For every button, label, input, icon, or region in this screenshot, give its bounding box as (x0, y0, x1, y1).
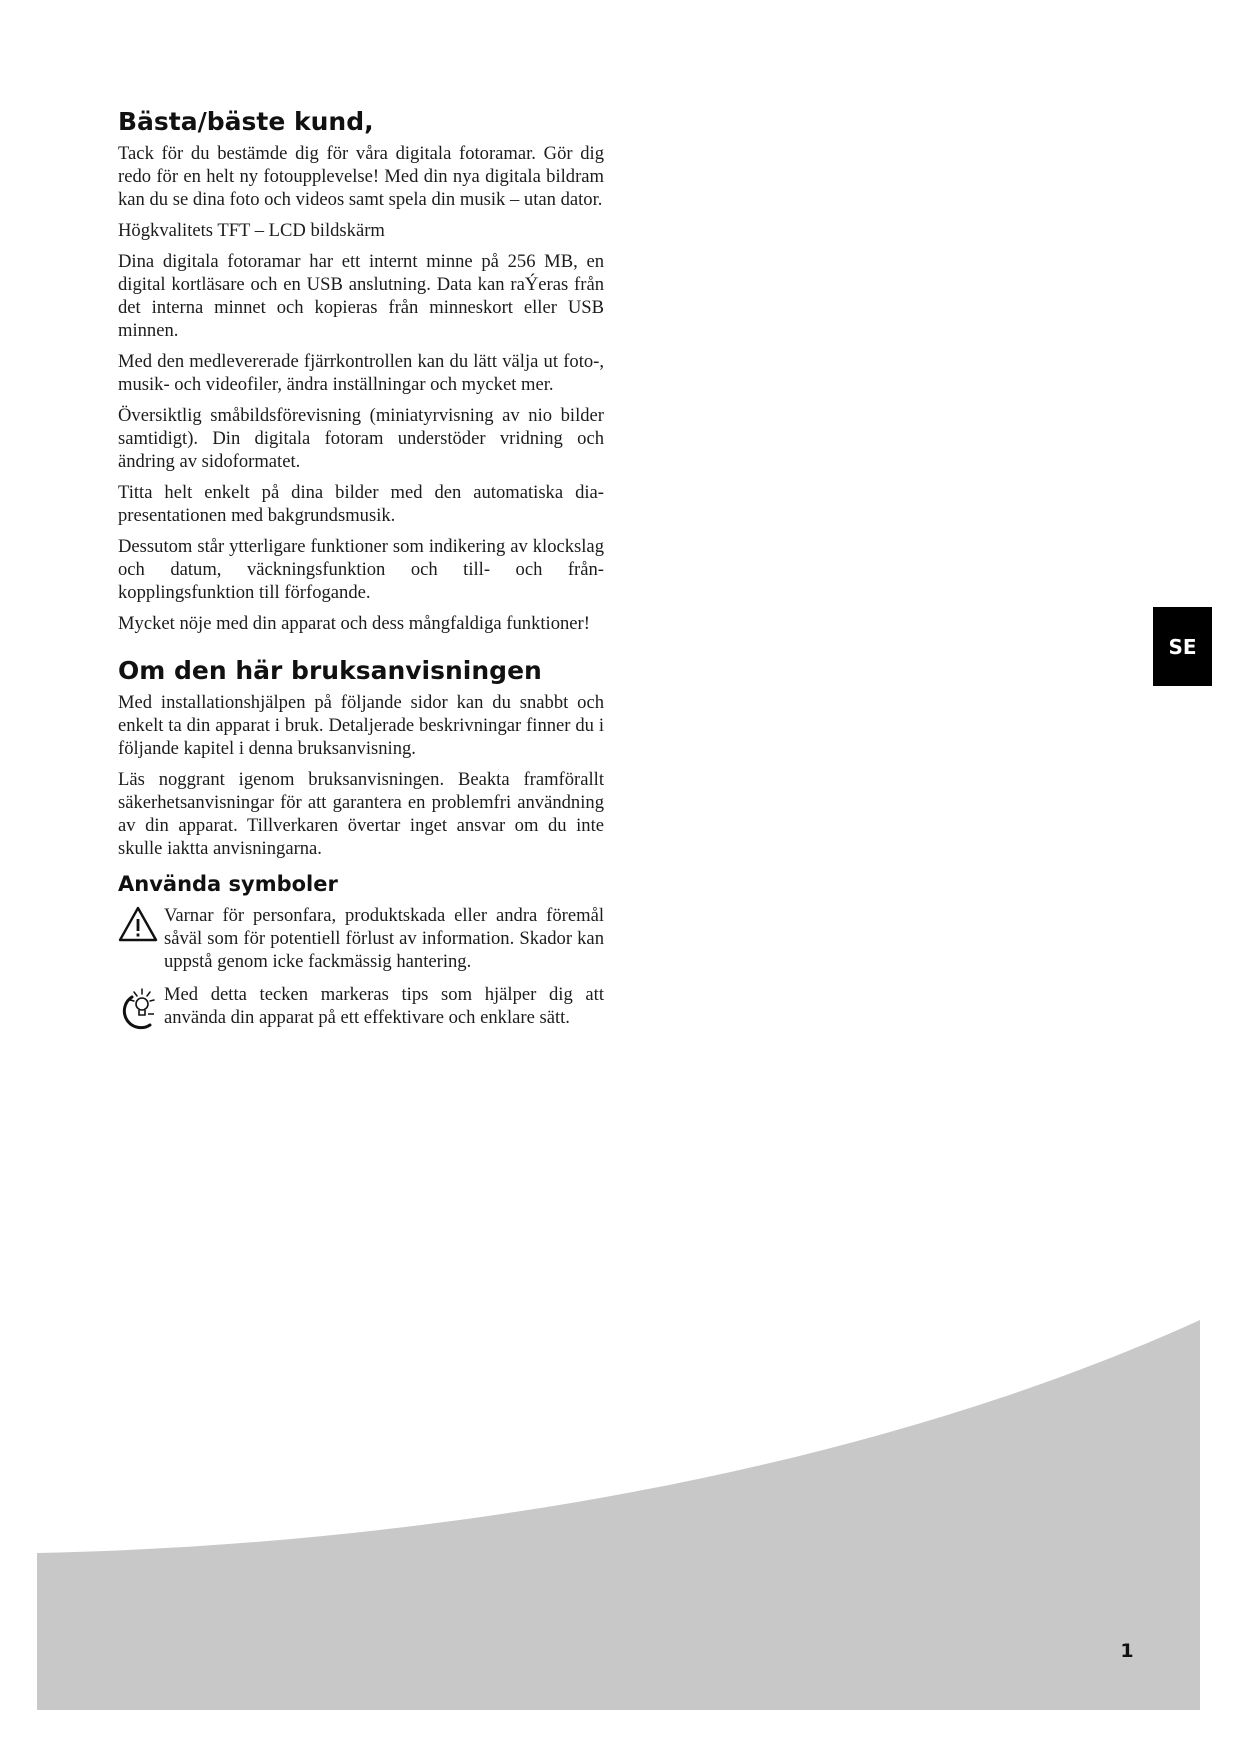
intro-paragraph-1: Tack för du bestämde dig för våra digitala fotoramar. Gör dig redo för en helt ny fotoupplevelse! Med din nya digitala bildram kan du se dina foto och videos samt spela din musik – utan dator. (118, 143, 604, 210)
warning-symbol-row (118, 904, 604, 973)
main-column (118, 106, 604, 1045)
greeting-heading: Bästa/bäste kund, (118, 107, 374, 136)
intro-paragraph-6: Titta helt enkelt på dina bilder med den automatiska diapresentationen med bakgrundsmusik. (118, 482, 604, 526)
intro-paragraph-5: Översiktlig småbildsförevisning (miniatyrvisning av nio bilder samtidigt). Din digitala fotoram understöder vridning och ändring av sidoformatet. (118, 405, 604, 472)
intro-paragraph-4: Med den medlevererade fjärrkontrollen kan du lätt välja ut foto-, musik- och videofiler, ändra inställningar och mycket mer. (118, 351, 604, 395)
page-number: 1 (1120, 1640, 1134, 1662)
manual-heading: Om den här bruksanvisningen (118, 656, 542, 685)
manual-paragraph-1: Med installationshjälpen på följande sidor kan du snabbt och enkelt ta din apparat i bruk. Detaljerade beskrivningar finner du i följande kapitel i denna bruksanvisning. (118, 692, 604, 759)
language-tab (1153, 607, 1212, 686)
tip-symbol-text: Med detta tecken markeras tips som hjälper dig att använda din apparat på ett effektivare och enklare sätt. (164, 984, 604, 1028)
lightbulb-tip-icon (118, 985, 160, 1031)
intro-paragraph-2: Högkvalitets TFT – LCD bildskärm (118, 220, 385, 241)
warning-symbol-text: Varnar för personfara, produktskada eller andra föremål såväl som för potentiell förlust av information. Skador kan uppstå genom icke fackmässig hantering. (164, 905, 604, 972)
intro-paragraph-8: Mycket nöje med din apparat och dess mångfaldiga funktioner! (118, 613, 590, 634)
symbols-heading: Använda symboler (118, 872, 338, 896)
manual-paragraph-2: Läs noggrant igenom bruksanvisningen. Beakta framförallt säkerhetsanvisningar för att garantera en problemfri användning av din apparat. Tillverkaren övertar inget ansvar om du inte skulle iaktta anvisningarna. (118, 769, 604, 859)
intro-paragraph-3: Dina digitala fotoramar har ett internt minne på 256 MB, en digital kortläsare och en USB anslutning. Data kan raÝeras från det interna minnet och kopieras från minneskort eller USB minnen. (118, 251, 604, 341)
tip-symbol-row (118, 983, 604, 1035)
language-tab-label: SE (1168, 634, 1197, 659)
intro-paragraph-7: Dessutom står ytterligare funktioner som indikering av klockslag och datum, väckningsfunktion och till- och frånkopplingsfunktion till förfogande. (118, 536, 604, 603)
warning-triangle-icon (118, 906, 158, 942)
